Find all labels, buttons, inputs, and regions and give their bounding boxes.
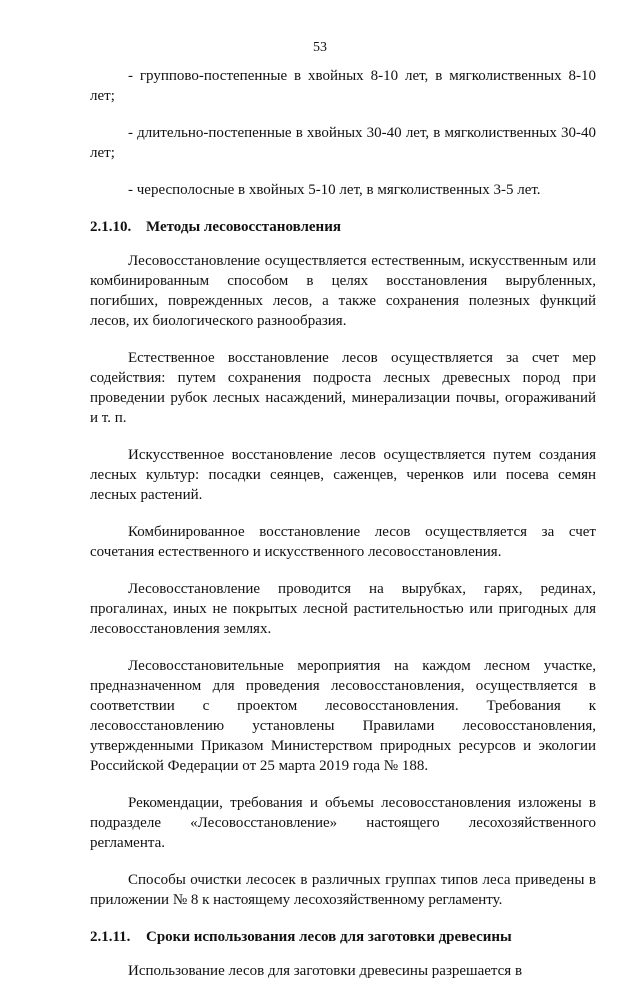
- section-title: Сроки использования лесов для заготовки древесины: [146, 929, 512, 945]
- paragraph: Искусственное восстановление лесов осуществляется путем создания лесных культур: посадки сеянцев, саженцев, черенков или посева семян лесных растений.: [90, 447, 596, 503]
- paragraph: Лесовосстановление осуществляется естественным, искусственным или комбинированным способом в целях восстановления вырубленных, погибших, поврежденных лесов, а также сохранения полезных функций лесов, их биологического разнообразия.: [90, 253, 596, 329]
- paragraph: Лесовосстановительные мероприятия на каждом лесном участке, предназначенном для проведения лесовосстановления, осуществляется в соответствии с проектом лесовосстановления. Требования к лесовосстановлению установлены Правилами лесовосстановления, утвержденными Приказом Министерством природных ресурсов и экологии Российской Федерации от 25 марта 2019 года № 188.: [90, 658, 596, 774]
- list-item-group-gradual: - группово-постепенные в хвойных 8-10 лет, в мягколиственных 8-10 лет;: [90, 68, 596, 104]
- section-heading-2-1-11: [90, 927, 596, 947]
- paragraph: Использование лесов для заготовки древесины разрешается в: [128, 963, 523, 979]
- list-item-strip: - чересполосные в хвойных 5-10 лет, в мягколиственных 3-5 лет.: [128, 182, 541, 198]
- list-item-long-gradual: - длительно-постепенные в хвойных 30-40 лет, в мягколиственных 30-40 лет;: [90, 125, 596, 161]
- page-content: [90, 66, 596, 998]
- paragraph: Способы очистки лесосек в различных группах типов леса приведены в приложении № 8 к настоящему лесохозяйственному регламенту.: [90, 872, 596, 908]
- paragraph: Комбинированное восстановление лесов осуществляется за счет сочетания естественного и искусственного лесовосстановления.: [90, 524, 596, 560]
- paragraph: Рекомендации, требования и объемы лесовосстановления изложены в подразделе «Лесовосстановление» настоящего лесохозяйственного регламента.: [90, 795, 596, 851]
- section-heading-2-1-10: [90, 217, 596, 237]
- section-number: 2.1.11.: [90, 929, 131, 945]
- page-number: 53: [313, 40, 327, 55]
- section-title: Методы лесовосстановления: [146, 219, 341, 235]
- section-number: 2.1.10.: [90, 219, 132, 235]
- paragraph: Естественное восстановление лесов осуществляется за счет мер содействия: путем сохранения подроста лесных древесных пород при проведении рубок лесных насаждений, минерализации почвы, огораживаний и т. п.: [90, 350, 596, 426]
- paragraph: Лесовосстановление проводится на вырубках, гарях, рединах, прогалинах, иных не покрытых лесной растительностью или пригодных для лесовосстановления землях.: [90, 581, 596, 637]
